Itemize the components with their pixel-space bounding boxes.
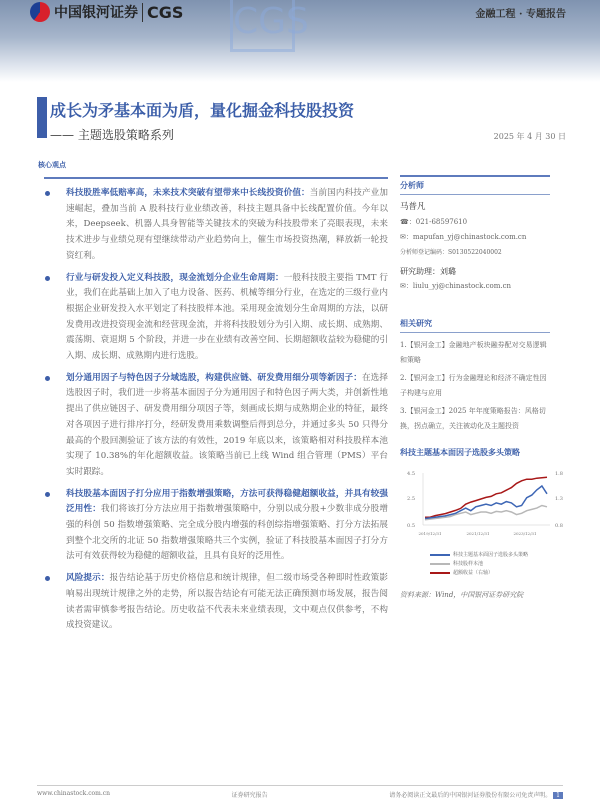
analyst-email[interactable] (400, 230, 550, 245)
chart-title: 科技主题基本面因子选股多头策略 (400, 447, 520, 457)
divider (400, 175, 550, 177)
y-tick-right: 0.8 (555, 523, 563, 529)
y-tick-left: 4.5 (407, 471, 415, 477)
email-link[interactable]: mapufan_yj@chinastock.com.cn (412, 233, 527, 241)
bullet-item (44, 186, 388, 265)
legend-label: 超额收益（右轴） (453, 570, 494, 576)
mail-icon: ✉： (400, 282, 413, 290)
bullet-body: 当前国内科技产业加速崛起，叠加当前 A 股科技行业业绩改善，科技主题具备中长线配置价值。今年以来，Deepseek、机器人具身智能等关键技术的突破为科技股带来了亮眼表现，未来技术进步与业绩兑现有望继续带动产业趋势向上，催生市场投资热潮，释放新一轮投资红利。 (66, 188, 388, 261)
related-item[interactable]: 2.【银河金工】行为金融理论和经济不确定性因子构建与应用 (400, 374, 547, 397)
legend-item (430, 568, 528, 577)
analyst-heading: 分析师 (400, 180, 550, 195)
bullet-body: 报告结论基于历史价格信息和统计规律，但二级市场受各种即时性政策影响易出现统计规律之外的走势，所以报告结论有可能无法正确预测市场发展，报告阅读者需审慎参考报告结论。历史收益不代表未来业绩表现，文中观点仅供参考，不构成投资建议。 (66, 573, 388, 631)
analyst-reg: 分析师登记编码：S0130522040002 (400, 249, 502, 256)
chart-source: 资料来源：Wind，中国银河证券研究院 (400, 591, 524, 599)
footer (37, 785, 563, 799)
divider (44, 177, 388, 179)
watermark-logo: CGS (230, 0, 295, 52)
email-link[interactable]: liulu_yj@chinastock.com.cn (412, 282, 512, 290)
bullet-icon (45, 376, 50, 381)
core-label: 核心观点 (38, 160, 66, 169)
sidebar (400, 180, 550, 437)
brand-logo (30, 2, 183, 22)
y-tick-left: 0.5 (407, 523, 415, 529)
legend-swatch (430, 572, 450, 574)
page-title: 成长为矛基本面为盾，量化掘金科技股投资 (50, 101, 355, 120)
phone-number: 021-68597610 (415, 218, 468, 226)
key-points (44, 186, 388, 640)
bullet-heading: 风险提示： (66, 573, 110, 584)
bullet-item (44, 571, 388, 634)
assistant-name: 研究助理：刘璐 (400, 267, 456, 276)
footer-type: 证券研究报告 (231, 792, 268, 799)
bullet-icon (45, 191, 50, 196)
analyst-phone (400, 215, 550, 230)
x-tick: 2021/12/31 (466, 531, 490, 536)
y-tick-right: 1.8 (555, 471, 563, 477)
bullet-icon (45, 576, 50, 581)
brand-name: 中国银河证券 (54, 5, 138, 21)
footer-site[interactable]: www.chinastock.com.cn (37, 790, 110, 797)
bullet-heading: 科技股基本面因子打分应用于指数增强策略，方法可获得稳健超额收益，并具有较强泛用性： (66, 488, 388, 515)
x-tick: 2019/12/31 (418, 531, 442, 536)
bullet-icon (45, 276, 50, 281)
bullet-icon (45, 492, 50, 497)
phone-icon: ☎： (400, 218, 416, 226)
bullet-item (44, 487, 388, 566)
mail-icon: ✉： (400, 233, 413, 241)
related-item[interactable]: 3.【银河金工】2025 年年度策略报告：风格切换，拐点确立，关注被动化及主题投资 (400, 407, 546, 430)
bullet-heading: 科技股胜率低赔率高，未来技术突破有望带来中长线投资价值： (66, 188, 310, 198)
brand-en: CGS (142, 3, 183, 22)
series-line (425, 506, 547, 520)
line-chart (395, 465, 565, 540)
legend-swatch (430, 563, 450, 565)
report-type: 金融工程 · 专题报告 (475, 9, 566, 20)
report-date: 2025 年 4 月 30 日 (493, 132, 566, 141)
logo-icon (30, 2, 50, 22)
analyst-name: 马普凡 (400, 202, 426, 212)
page-number: 1 (553, 792, 563, 799)
y-tick-right: 1.3 (555, 496, 563, 502)
related-item[interactable]: 1.【银河金工】金融地产板块融券配对交易逻辑和策略 (400, 341, 547, 364)
legend-label: 科技主题基本面因子选股多头策略 (453, 552, 529, 558)
related-heading: 相关研究 (400, 318, 550, 333)
x-tick: 2023/12/31 (513, 531, 537, 536)
footer-disclaimer: 请务必阅读正文最后的中国银河证券股份有限公司免责声明。 (389, 792, 552, 799)
bullet-item (44, 271, 388, 365)
bullet-item (44, 371, 388, 481)
title-accent-bar (37, 97, 47, 138)
assistant-email[interactable] (400, 279, 550, 294)
page-subtitle: —— 主题选股策略系列 (50, 128, 174, 142)
y-tick-left: 2.5 (407, 496, 415, 502)
bullet-body: 我们将该打分方法应用于指数增强策略中，分别以成分股+少数非成分股增强的科创 50 指数增强策略、完全成分股内增强的科创综指增强策略、打分方法拓展到整个北交所的北证 50 指数增强策略共三个实例，验证了科技股基本面因子打分方法可有效获得较为稳健的超额收益，且具有良好的泛用性。 (66, 504, 388, 562)
bullet-body: 在选择选股因子时，我们进一步将基本面因子分为通用因子和特色因子两大类，并创新性地提出了供应链因子、研发费用细分项因子等，刻画成长期与成熟期企业的特征，最终对各项因子进行排序打分，经研发费用乘数调整后得到总分，并通过多头 50 只得分最高的个股回测验证了该方法的有效性，2019 年底以来，该策略相对科技股样本池实现了 10.38%的年化超额收益。该策略当前已上线 Wind 组合管理（PMS）平台实时跟踪。 (66, 372, 388, 477)
legend-item (430, 559, 528, 568)
chart-legend (430, 550, 528, 577)
legend-label: 科技股样本池 (453, 561, 484, 567)
legend-item (430, 550, 528, 559)
legend-swatch (430, 554, 450, 556)
bullet-body: 一般科技股主要指 TMT 行业，我们在此基础上加入了电力设备、医药、机械等细分行业，在选定的三级行业内根据企业研发投入水平划定了科技股样本池。采用现金流划分生命周期的方法，以研发费用改进投资现金流和经营现金流，并将科技股划分为引入期、成长期、成熟期、震荡期、衰退期 5 个阶段，并进一步在业绩有改善空间、长期超额收益较为稳健的引入期、成长期、成熟期内进行选股。 (66, 272, 388, 362)
bullet-heading: 行业与研发投入定义科技股，现金流划分企业生命周期： (66, 272, 284, 283)
bullet-heading: 划分通用因子与特色因子分域选股，构建供应链、研发费用细分项等新因子： (66, 372, 362, 383)
